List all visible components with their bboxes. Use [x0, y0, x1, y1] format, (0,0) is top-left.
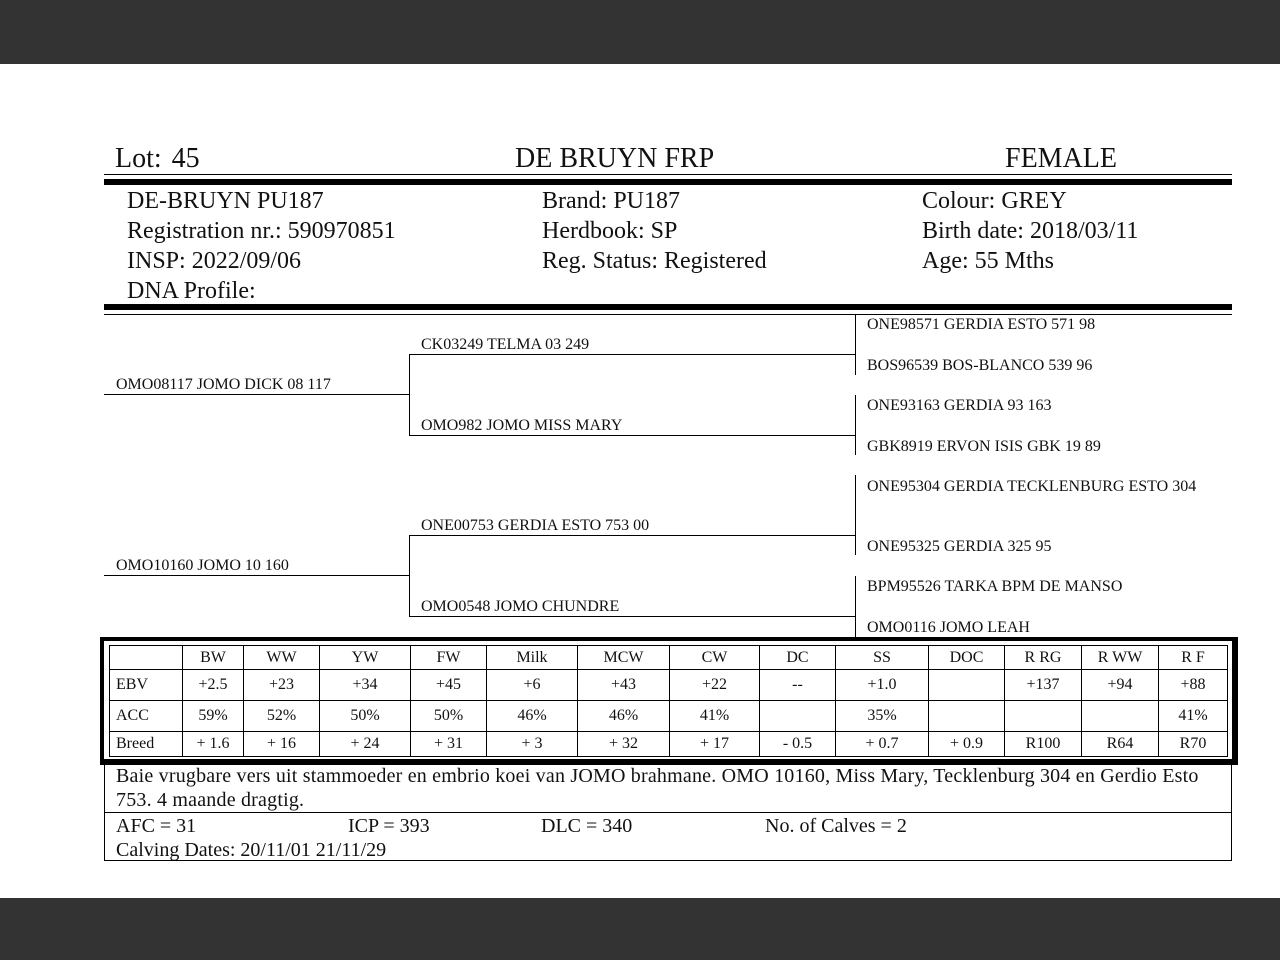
ssd-name: BOS96539 BOS-BLANCO 539 96 — [867, 357, 1093, 374]
remarks-text: Baie vrugbare vers uit stammoeder en embrio koei van JOMO brahmane. OMO 10160, Miss Mary, Tecklenburg 304 en Gerdio Esto 753. 4 maande dragtig. — [116, 765, 1199, 811]
lot-heading — [115, 142, 200, 176]
breed-cell: + 32 — [578, 732, 670, 757]
ebv-header-cell: Milk — [487, 646, 578, 670]
ebv-cell: +23 — [244, 670, 320, 701]
breed-cell: + 31 — [411, 732, 487, 757]
breed-cell: + 17 — [670, 732, 760, 757]
ebv-header-cell: CW — [670, 646, 760, 670]
ebv-cell: +43 — [578, 670, 670, 701]
breed-row-label: Breed — [110, 732, 183, 757]
ebv-cell: +94 — [1082, 670, 1159, 701]
ebv-header-cell: WW — [244, 646, 320, 670]
colour: Colour: GREY — [922, 188, 1067, 214]
sire-branch-line — [409, 354, 410, 435]
dlc-stat: DLC = 340 — [541, 815, 633, 837]
breed-cell: R70 — [1159, 732, 1228, 757]
breed-cell: + 16 — [244, 732, 320, 757]
sd-branch-line — [855, 395, 856, 455]
info-rule-thick — [104, 304, 1232, 310]
acc-cell — [1005, 701, 1082, 732]
acc-cell: 52% — [244, 701, 320, 732]
sss-name: ONE98571 GERDIA ESTO 571 98 — [867, 316, 1096, 333]
remarks-divider — [105, 812, 1231, 813]
acc-cell: 46% — [578, 701, 670, 732]
ds-branch-line — [855, 475, 856, 555]
dd-branch-line — [855, 576, 856, 637]
sire-name: OMO08117 JOMO DICK 08 117 — [116, 376, 331, 393]
ebv-table-frame — [100, 637, 1238, 765]
afc-stat: AFC = 31 — [116, 815, 197, 837]
breed-cell: + 3 — [487, 732, 578, 757]
acc-cell: 50% — [411, 701, 487, 732]
top-frame-bar — [0, 0, 1280, 64]
ebv-cell: +34 — [320, 670, 411, 701]
bottom-frame-bar — [0, 898, 1280, 960]
ss-line — [409, 354, 855, 355]
ebv-header-cell: DOC — [929, 646, 1005, 670]
birth-date: Birth date: 2018/03/11 — [922, 218, 1139, 244]
acc-cell: 59% — [183, 701, 244, 732]
ebv-cell: +88 — [1159, 670, 1228, 701]
ebv-cell: +137 — [1005, 670, 1082, 701]
ebv-header-cell: YW — [320, 646, 411, 670]
ebv-header-row — [110, 646, 1228, 670]
breed-cell: + 0.7 — [836, 732, 929, 757]
ebv-cell: +1.0 — [836, 670, 929, 701]
brand: Brand: PU187 — [542, 188, 680, 214]
acc-row-label: ACC — [110, 701, 183, 732]
breed-cell: - 0.5 — [760, 732, 836, 757]
breed-cell: R64 — [1082, 732, 1159, 757]
sire-sire-name: CK03249 TELMA 03 249 — [421, 336, 590, 353]
lot-number: 45 — [171, 143, 200, 174]
ebv-header-cell: DC — [760, 646, 836, 670]
sire-dam-name: OMO982 JOMO MISS MARY — [421, 417, 623, 434]
ebv-cell: +2.5 — [183, 670, 244, 701]
dds-name: BPM95526 TARKA BPM DE MANSO — [867, 578, 1123, 595]
acc-cell: 41% — [670, 701, 760, 732]
dsd-name: ONE95325 GERDIA 325 95 — [867, 538, 1052, 555]
acc-cell — [1082, 701, 1159, 732]
ebv-header-cell: R WW — [1082, 646, 1159, 670]
ebv-header-cell: R RG — [1005, 646, 1082, 670]
header-rule-thick — [104, 179, 1232, 185]
ebv-table — [109, 645, 1228, 757]
ds-line — [409, 535, 855, 536]
animal-name: DE-BRUYN PU187 — [127, 188, 324, 214]
breeder-name: DE BRUYN FRP — [515, 143, 715, 174]
ss-branch-line — [855, 315, 856, 375]
dam-name: OMO10160 JOMO 10 160 — [116, 557, 289, 574]
calves-stat: No. of Calves = 2 — [765, 815, 907, 837]
herdbook: Herdbook: SP — [542, 218, 678, 244]
dam-line — [104, 575, 409, 576]
sex-label: FEMALE — [1005, 143, 1117, 174]
sd-line — [409, 435, 855, 436]
ebv-row — [110, 670, 1228, 701]
ebv-header-cell — [110, 646, 183, 670]
registration-number: Registration nr.: 590970851 — [127, 218, 396, 244]
acc-cell: 46% — [487, 701, 578, 732]
ddd-name: OMO0116 JOMO LEAH — [867, 619, 1030, 636]
ebv-header-cell: R F — [1159, 646, 1228, 670]
ebv-header-cell: SS — [836, 646, 929, 670]
acc-cell: 41% — [1159, 701, 1228, 732]
ebv-cell: -- — [760, 670, 836, 701]
lot-label: Lot: — [115, 143, 162, 174]
dam-sire-name: ONE00753 GERDIA ESTO 753 00 — [421, 517, 650, 534]
breed-cell: + 1.6 — [183, 732, 244, 757]
breed-cell: R100 — [1005, 732, 1082, 757]
sds-name: ONE93163 GERDIA 93 163 — [867, 397, 1052, 414]
ebv-cell: +22 — [670, 670, 760, 701]
dam-branch-line — [409, 535, 410, 616]
dss-name: ONE95304 GERDIA TECKLENBURG ESTO 304 — [867, 478, 1197, 495]
acc-cell — [929, 701, 1005, 732]
dna-profile: DNA Profile: — [127, 278, 256, 304]
ebv-cell: +45 — [411, 670, 487, 701]
ebv-header-cell: FW — [411, 646, 487, 670]
insp-date: INSP: 2022/09/06 — [127, 248, 302, 274]
calving-dates: Calving Dates: 20/11/01 21/11/29 — [116, 839, 387, 861]
ebv-header-cell: MCW — [578, 646, 670, 670]
age: Age: 55 Mths — [922, 248, 1054, 274]
registration-status: Reg. Status: Registered — [542, 248, 767, 274]
breed-row — [110, 732, 1228, 757]
icp-stat: ICP = 393 — [348, 815, 430, 837]
acc-cell: 50% — [320, 701, 411, 732]
ebv-row-label: EBV — [110, 670, 183, 701]
ebv-header-cell: BW — [183, 646, 244, 670]
dd-line — [409, 616, 855, 617]
ebv-cell — [929, 670, 1005, 701]
header-rule-thin — [104, 174, 1232, 175]
dam-dam-name: OMO0548 JOMO CHUNDRE — [421, 598, 620, 615]
sdd-name: GBK8919 ERVON ISIS GBK 19 89 — [867, 438, 1101, 455]
acc-row — [110, 701, 1228, 732]
remarks-box — [104, 761, 1232, 861]
sire-line — [104, 394, 409, 395]
breed-cell: + 0.9 — [929, 732, 1005, 757]
ebv-cell: +6 — [487, 670, 578, 701]
acc-cell — [760, 701, 836, 732]
breed-cell: + 24 — [320, 732, 411, 757]
acc-cell: 35% — [836, 701, 929, 732]
